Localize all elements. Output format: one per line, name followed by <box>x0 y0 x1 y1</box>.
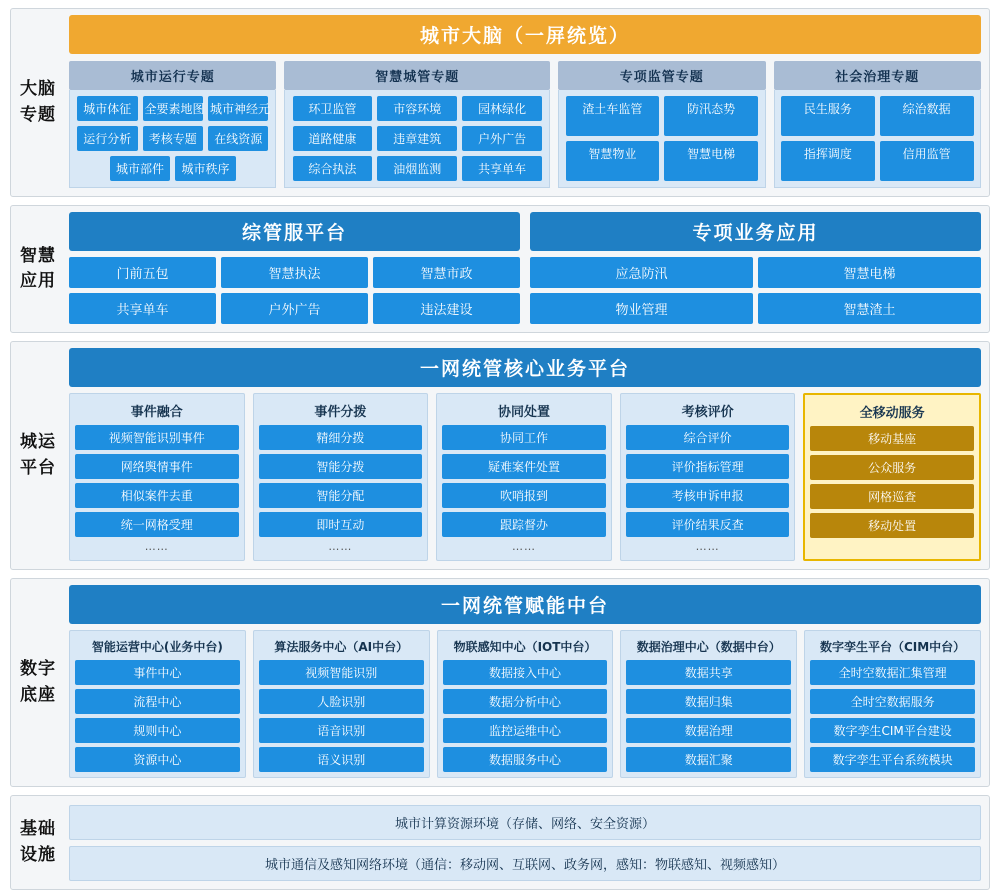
chip-item[interactable]: 数字孪生CIM平台建设 <box>810 718 975 743</box>
core-platform-band-body <box>65 342 989 569</box>
chip-item[interactable]: 户外广告 <box>462 126 542 151</box>
digital-label-top: 数字 <box>20 659 56 679</box>
digital-base-band-label <box>11 579 65 786</box>
chip-item[interactable]: 网络舆情事件 <box>75 454 239 479</box>
core-label-top: 城运 <box>20 432 56 452</box>
chip-item[interactable]: 违章建筑 <box>377 126 457 151</box>
app-row <box>530 293 981 324</box>
base-column-business-middle-platform <box>69 630 246 778</box>
chip-item[interactable]: 资源中心 <box>75 747 240 772</box>
brain-band-body <box>65 9 989 196</box>
app-row <box>69 293 520 324</box>
chip-item[interactable]: 城市秩序 <box>175 156 235 181</box>
chip-item[interactable]: 全要素地图 <box>143 96 203 121</box>
base-column-cim-platform <box>804 630 981 778</box>
smart-application-band <box>10 205 990 333</box>
column-items <box>69 90 276 188</box>
column-items <box>75 660 240 772</box>
chip-item[interactable]: 环卫监管 <box>293 96 373 121</box>
chip-item[interactable]: 数据治理 <box>626 718 791 743</box>
chip-item[interactable]: 在线资源 <box>208 126 268 151</box>
ellipsis <box>810 538 974 554</box>
infra-label-top: 基础 <box>20 819 56 839</box>
chip-item[interactable]: 道路健康 <box>293 126 373 151</box>
chip-item[interactable]: 数据汇聚 <box>626 747 791 772</box>
smart-label-bottom: 应用 <box>20 271 56 291</box>
column-header: 专项监管专题 <box>558 61 765 90</box>
chip-item[interactable]: 智能分拨 <box>259 454 423 479</box>
column-items <box>626 425 790 537</box>
column-header: 智能运营中心(业务中台) <box>91 640 223 654</box>
chip-item[interactable]: 数据归集 <box>626 689 791 714</box>
chip-item[interactable]: 数据服务中心 <box>443 747 608 772</box>
column-items <box>442 425 606 537</box>
chip-item[interactable]: 综治数据 <box>880 96 974 136</box>
chip-item[interactable]: 城市部件 <box>110 156 170 181</box>
chip-item[interactable]: 共享单车 <box>462 156 542 181</box>
infrastructure-row-network[interactable]: 城市通信及感知网络环境（通信：移动网、互联网、政务网，感知：物联感知、视频感知） <box>69 846 981 881</box>
chip-item[interactable]: 防汛态势 <box>664 96 758 136</box>
smart-application-band-label <box>11 206 65 332</box>
core-column-event-dispatch <box>253 393 429 561</box>
chip-item[interactable]: 数据接入中心 <box>443 660 608 685</box>
column-header: 协同处置 <box>497 405 550 420</box>
smart-app-columns <box>69 257 981 324</box>
core-column-event-fusion <box>69 393 245 561</box>
chip-item[interactable]: 运行分析 <box>77 126 137 151</box>
chip-item[interactable]: 跟踪督办 <box>442 512 606 537</box>
column-header: 城市运行专题 <box>69 61 276 90</box>
core-column-assessment <box>620 393 796 561</box>
chip-item[interactable]: 综合执法 <box>293 156 373 181</box>
column-header: 事件分拨 <box>314 405 367 420</box>
core-platform-band <box>10 341 990 570</box>
chip-item[interactable]: 户外广告 <box>221 293 368 324</box>
brain-column-city-operation <box>69 61 276 188</box>
base-column-data-middle-platform <box>620 630 797 778</box>
brain-columns <box>69 61 981 188</box>
brain-title: 城市大脑（一屏统览） <box>69 15 981 54</box>
brain-column-special-supervision <box>558 61 765 188</box>
comprehensive-platform-items <box>69 257 520 324</box>
column-header: 全移动服务 <box>859 406 925 421</box>
chip-item[interactable]: 城市神经元 <box>208 96 268 121</box>
chip-item[interactable]: 门前五包 <box>69 257 216 288</box>
chip-item[interactable]: 视频智能识别事件 <box>75 425 239 450</box>
brain-label-bottom: 专题 <box>20 104 56 125</box>
chip-item[interactable]: 语音识别 <box>259 718 424 743</box>
infrastructure-band <box>10 795 990 890</box>
infra-label-bottom: 设施 <box>20 844 56 865</box>
chip-item[interactable]: 流程中心 <box>75 689 240 714</box>
chip-item[interactable]: 违法建设 <box>373 293 520 324</box>
chip-item[interactable]: 共享单车 <box>69 293 216 324</box>
core-column-collaborative-handling <box>436 393 612 561</box>
chip-item[interactable]: 统一网格受理 <box>75 512 239 537</box>
chip-item[interactable]: 监控运维中心 <box>443 718 608 743</box>
digital-base-band <box>10 578 990 787</box>
chip-item[interactable]: 考核专题 <box>143 126 203 151</box>
chip-item[interactable]: 智慧市政 <box>373 257 520 288</box>
chip-item[interactable]: 数据分析中心 <box>443 689 608 714</box>
chip-item[interactable]: 公众服务 <box>810 455 974 480</box>
chip-item[interactable]: 城市体征 <box>77 96 137 121</box>
app-row <box>69 257 520 288</box>
column-items <box>259 425 423 537</box>
column-header: 社会治理专题 <box>774 61 981 90</box>
chip-item[interactable]: 园林绿化 <box>462 96 542 121</box>
core-platform-title: 一网统管核心业务平台 <box>69 348 981 387</box>
column-header: 数字孪生平台（CIM中台） <box>819 640 966 654</box>
special-business-title: 专项业务应用 <box>530 212 981 251</box>
ellipsis: …… <box>511 540 536 553</box>
chip-item[interactable]: 视频智能识别 <box>259 660 424 685</box>
chip-item[interactable]: 市容环境 <box>377 96 457 121</box>
brain-column-social-governance <box>774 61 981 188</box>
infrastructure-rows <box>69 802 981 881</box>
chip-item[interactable]: 物业管理 <box>530 293 753 324</box>
chip-item[interactable]: 信用监管 <box>880 141 974 181</box>
chip-item[interactable]: 渣土车监管 <box>566 96 660 136</box>
column-header: 算法服务中心（AI中台） <box>274 640 409 654</box>
chip-item[interactable]: 数字孪生平台系统模块 <box>810 747 975 772</box>
chip-item[interactable]: 疑难案件处置 <box>442 454 606 479</box>
chip-item[interactable]: 移动基座 <box>810 426 974 451</box>
chip-item[interactable]: 相似案件去重 <box>75 483 239 508</box>
digital-base-title: 一网统管赋能中台 <box>69 585 981 624</box>
chip-item[interactable]: 规则中心 <box>75 718 240 743</box>
ellipsis: …… <box>144 540 169 553</box>
column-items <box>626 660 791 772</box>
brain-band <box>10 8 990 197</box>
core-platform-columns <box>69 393 981 561</box>
chip-item[interactable]: 语义识别 <box>259 747 424 772</box>
digital-base-columns <box>69 630 981 778</box>
chip-item[interactable]: 网格巡查 <box>810 484 974 509</box>
base-column-iot-middle-platform <box>437 630 614 778</box>
ellipsis: …… <box>695 540 720 553</box>
chip-item[interactable]: 智慧电梯 <box>758 257 981 288</box>
core-column-full-mobile-service <box>803 393 981 561</box>
special-business-items <box>530 257 981 324</box>
ellipsis: …… <box>328 540 353 553</box>
chip-item[interactable]: 移动处置 <box>810 513 974 538</box>
chip-item[interactable]: 精细分拨 <box>259 425 423 450</box>
chip-item[interactable]: 全时空数据服务 <box>810 689 975 714</box>
column-header: 物联感知中心（IOT中台） <box>453 640 597 654</box>
chip-item[interactable]: 综合评价 <box>626 425 790 450</box>
column-items <box>810 660 975 772</box>
smart-application-band-body <box>65 206 989 332</box>
smart-titles <box>69 212 981 251</box>
app-row <box>530 257 981 288</box>
core-label-bottom: 平台 <box>20 457 56 478</box>
chip-item[interactable]: 吹哨报到 <box>442 483 606 508</box>
column-header: 考核评价 <box>681 405 734 420</box>
chip-item[interactable]: 即时互动 <box>259 512 423 537</box>
column-header: 事件融合 <box>130 405 183 420</box>
chip-item[interactable]: 智慧执法 <box>221 257 368 288</box>
chip-item[interactable]: 民生服务 <box>781 96 875 136</box>
column-items <box>75 425 239 537</box>
chip-item[interactable]: 考核申诉申报 <box>626 483 790 508</box>
infrastructure-band-body <box>65 796 989 889</box>
core-platform-band-label <box>11 342 65 569</box>
column-items <box>774 90 981 188</box>
column-header: 智慧城管专题 <box>284 61 550 90</box>
chip-item[interactable]: 智能分配 <box>259 483 423 508</box>
chip-item[interactable]: 评价指标管理 <box>626 454 790 479</box>
chip-item[interactable]: 人脸识别 <box>259 689 424 714</box>
infrastructure-row-compute[interactable]: 城市计算资源环境（存储、网络、安全资源） <box>69 805 981 840</box>
digital-base-band-body <box>65 579 989 786</box>
chip-item[interactable]: 事件中心 <box>75 660 240 685</box>
column-items <box>284 90 550 188</box>
chip-item[interactable]: 数据共享 <box>626 660 791 685</box>
chip-item[interactable]: 全时空数据汇集管理 <box>810 660 975 685</box>
brain-label-top: 大脑 <box>20 79 56 99</box>
column-items <box>558 90 765 188</box>
infrastructure-band-label <box>11 796 65 889</box>
column-items <box>443 660 608 772</box>
chip-item[interactable]: 油烟监测 <box>377 156 457 181</box>
chip-item[interactable]: 智慧电梯 <box>664 141 758 181</box>
base-column-ai-middle-platform <box>253 630 430 778</box>
comprehensive-platform-title: 综管服平台 <box>69 212 520 251</box>
brain-column-smart-urban-management <box>284 61 550 188</box>
chip-item[interactable]: 评价结果反查 <box>626 512 790 537</box>
chip-item[interactable]: 协同工作 <box>442 425 606 450</box>
chip-item[interactable]: 智慧物业 <box>566 141 660 181</box>
chip-item[interactable]: 应急防汛 <box>530 257 753 288</box>
column-items <box>259 660 424 772</box>
chip-item[interactable]: 指挥调度 <box>781 141 875 181</box>
smart-label-top: 智慧 <box>20 245 56 266</box>
brain-band-label <box>11 9 65 196</box>
column-items <box>810 426 974 538</box>
column-header: 数据治理中心（数据中台） <box>636 640 781 654</box>
digital-label-bottom: 底座 <box>20 684 56 705</box>
chip-item[interactable]: 智慧渣土 <box>758 293 981 324</box>
